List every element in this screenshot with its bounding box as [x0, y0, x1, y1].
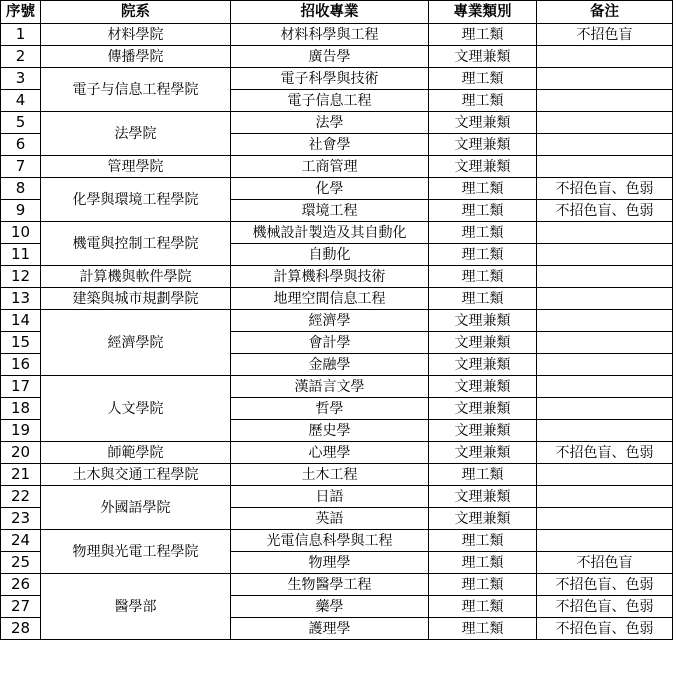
remarks-cell: 不招色盲 — [537, 24, 673, 46]
remarks-cell — [537, 222, 673, 244]
serial-number-cell: 21 — [1, 464, 41, 486]
category-cell: 文理兼類 — [429, 332, 537, 354]
major-cell: 藥學 — [231, 596, 429, 618]
serial-number-cell: 26 — [1, 574, 41, 596]
category-cell: 理工類 — [429, 464, 537, 486]
table-row — [1, 266, 673, 288]
serial-number-cell: 20 — [1, 442, 41, 464]
remarks-cell — [537, 398, 673, 420]
category-cell: 文理兼類 — [429, 112, 537, 134]
category-cell: 理工類 — [429, 288, 537, 310]
table-row — [1, 222, 673, 244]
serial-number-cell: 2 — [1, 46, 41, 68]
department-cell: 計算機與軟件學院 — [41, 266, 231, 288]
serial-number-cell: 15 — [1, 332, 41, 354]
department-cell: 物理與光電工程學院 — [41, 530, 231, 574]
department-cell: 傳播學院 — [41, 46, 231, 68]
category-cell: 文理兼類 — [429, 420, 537, 442]
category-cell: 理工類 — [429, 68, 537, 90]
remarks-cell — [537, 288, 673, 310]
major-cell: 生物醫學工程 — [231, 574, 429, 596]
remarks-cell — [537, 420, 673, 442]
table-row — [1, 288, 673, 310]
serial-number-cell: 24 — [1, 530, 41, 552]
remarks-cell — [537, 46, 673, 68]
category-cell: 理工類 — [429, 266, 537, 288]
table-row — [1, 310, 673, 332]
major-cell: 環境工程 — [231, 200, 429, 222]
major-cell: 護理學 — [231, 618, 429, 640]
table-row — [1, 178, 673, 200]
table-row — [1, 112, 673, 134]
serial-number-cell: 27 — [1, 596, 41, 618]
remarks-cell: 不招色盲、色弱 — [537, 574, 673, 596]
category-cell: 理工類 — [429, 596, 537, 618]
major-cell: 物理學 — [231, 552, 429, 574]
category-cell: 理工類 — [429, 222, 537, 244]
serial-number-cell: 9 — [1, 200, 41, 222]
table-row — [1, 574, 673, 596]
category-cell: 文理兼類 — [429, 156, 537, 178]
remarks-cell — [537, 332, 673, 354]
remarks-cell: 不招色盲、色弱 — [537, 442, 673, 464]
table-row — [1, 68, 673, 90]
department-cell: 管理學院 — [41, 156, 231, 178]
major-cell: 法學 — [231, 112, 429, 134]
category-cell: 文理兼類 — [429, 442, 537, 464]
table-row — [1, 464, 673, 486]
remarks-cell: 不招色盲、色弱 — [537, 618, 673, 640]
table-row — [1, 46, 673, 68]
major-cell: 會計學 — [231, 332, 429, 354]
serial-number-cell: 11 — [1, 244, 41, 266]
major-cell: 自動化 — [231, 244, 429, 266]
category-cell: 理工類 — [429, 244, 537, 266]
serial-number-cell: 3 — [1, 68, 41, 90]
serial-number-cell: 5 — [1, 112, 41, 134]
department-cell: 師範學院 — [41, 442, 231, 464]
department-cell: 人文學院 — [41, 376, 231, 442]
department-cell: 建築與城市規劃學院 — [41, 288, 231, 310]
remarks-cell — [537, 68, 673, 90]
major-cell: 心理學 — [231, 442, 429, 464]
category-cell: 文理兼類 — [429, 376, 537, 398]
remarks-cell: 不招色盲、色弱 — [537, 200, 673, 222]
serial-number-cell: 18 — [1, 398, 41, 420]
header-major: 招收專業 — [231, 1, 429, 24]
major-cell: 光電信息科學與工程 — [231, 530, 429, 552]
department-cell: 機電與控制工程學院 — [41, 222, 231, 266]
department-cell: 醫學部 — [41, 574, 231, 640]
remarks-cell — [537, 90, 673, 112]
serial-number-cell: 1 — [1, 24, 41, 46]
serial-number-cell: 19 — [1, 420, 41, 442]
serial-number-cell: 12 — [1, 266, 41, 288]
department-cell: 電子与信息工程學院 — [41, 68, 231, 112]
major-cell: 化學 — [231, 178, 429, 200]
major-cell: 廣告學 — [231, 46, 429, 68]
remarks-cell — [537, 266, 673, 288]
major-cell: 電子科學與技術 — [231, 68, 429, 90]
remarks-cell: 不招色盲 — [537, 552, 673, 574]
header-row — [1, 1, 673, 24]
header-category: 專業類別 — [429, 1, 537, 24]
serial-number-cell: 10 — [1, 222, 41, 244]
remarks-cell — [537, 530, 673, 552]
serial-number-cell: 16 — [1, 354, 41, 376]
major-cell: 歷史學 — [231, 420, 429, 442]
major-cell: 計算機科學與技術 — [231, 266, 429, 288]
category-cell: 文理兼類 — [429, 134, 537, 156]
remarks-cell — [537, 134, 673, 156]
major-cell: 漢語言文學 — [231, 376, 429, 398]
category-cell: 理工類 — [429, 552, 537, 574]
serial-number-cell: 22 — [1, 486, 41, 508]
serial-number-cell: 23 — [1, 508, 41, 530]
serial-number-cell: 4 — [1, 90, 41, 112]
remarks-cell — [537, 112, 673, 134]
major-cell: 地理空間信息工程 — [231, 288, 429, 310]
category-cell: 理工類 — [429, 178, 537, 200]
serial-number-cell: 17 — [1, 376, 41, 398]
major-cell: 社會學 — [231, 134, 429, 156]
major-cell: 電子信息工程 — [231, 90, 429, 112]
remarks-cell — [537, 244, 673, 266]
remarks-cell — [537, 310, 673, 332]
major-cell: 金融學 — [231, 354, 429, 376]
department-cell: 經濟學院 — [41, 310, 231, 376]
category-cell: 理工類 — [429, 574, 537, 596]
serial-number-cell: 6 — [1, 134, 41, 156]
table-row — [1, 24, 673, 46]
category-cell: 理工類 — [429, 24, 537, 46]
major-cell: 材料科學與工程 — [231, 24, 429, 46]
remarks-cell: 不招色盲、色弱 — [537, 596, 673, 618]
serial-number-cell: 25 — [1, 552, 41, 574]
remarks-cell — [537, 508, 673, 530]
remarks-cell — [537, 156, 673, 178]
major-cell: 哲學 — [231, 398, 429, 420]
remarks-cell — [537, 486, 673, 508]
table-row — [1, 376, 673, 398]
major-cell: 經濟學 — [231, 310, 429, 332]
category-cell: 文理兼類 — [429, 398, 537, 420]
department-cell: 法學院 — [41, 112, 231, 156]
serial-number-cell: 13 — [1, 288, 41, 310]
table-row — [1, 156, 673, 178]
major-cell: 機械設計製造及其自動化 — [231, 222, 429, 244]
header-remarks: 备注 — [537, 1, 673, 24]
remarks-cell — [537, 464, 673, 486]
header-department: 院系 — [41, 1, 231, 24]
major-cell: 土木工程 — [231, 464, 429, 486]
department-cell: 化學與環境工程學院 — [41, 178, 231, 222]
table-row — [1, 442, 673, 464]
major-cell: 英語 — [231, 508, 429, 530]
category-cell: 文理兼類 — [429, 486, 537, 508]
serial-number-cell: 8 — [1, 178, 41, 200]
table-row — [1, 486, 673, 508]
category-cell: 文理兼類 — [429, 310, 537, 332]
department-cell: 土木與交通工程學院 — [41, 464, 231, 486]
major-cell: 工商管理 — [231, 156, 429, 178]
category-cell: 理工類 — [429, 618, 537, 640]
category-cell: 文理兼類 — [429, 508, 537, 530]
remarks-cell — [537, 354, 673, 376]
category-cell: 理工類 — [429, 200, 537, 222]
category-cell: 理工類 — [429, 530, 537, 552]
serial-number-cell: 28 — [1, 618, 41, 640]
remarks-cell: 不招色盲、色弱 — [537, 178, 673, 200]
major-cell: 日語 — [231, 486, 429, 508]
category-cell: 理工類 — [429, 90, 537, 112]
department-cell: 材料學院 — [41, 24, 231, 46]
category-cell: 文理兼類 — [429, 46, 537, 68]
category-cell: 文理兼類 — [429, 354, 537, 376]
remarks-cell — [537, 376, 673, 398]
table-row — [1, 530, 673, 552]
department-cell: 外國語學院 — [41, 486, 231, 530]
serial-number-cell: 7 — [1, 156, 41, 178]
table-body — [1, 24, 673, 640]
serial-number-cell: 14 — [1, 310, 41, 332]
header-serial-number: 序號 — [1, 1, 41, 24]
